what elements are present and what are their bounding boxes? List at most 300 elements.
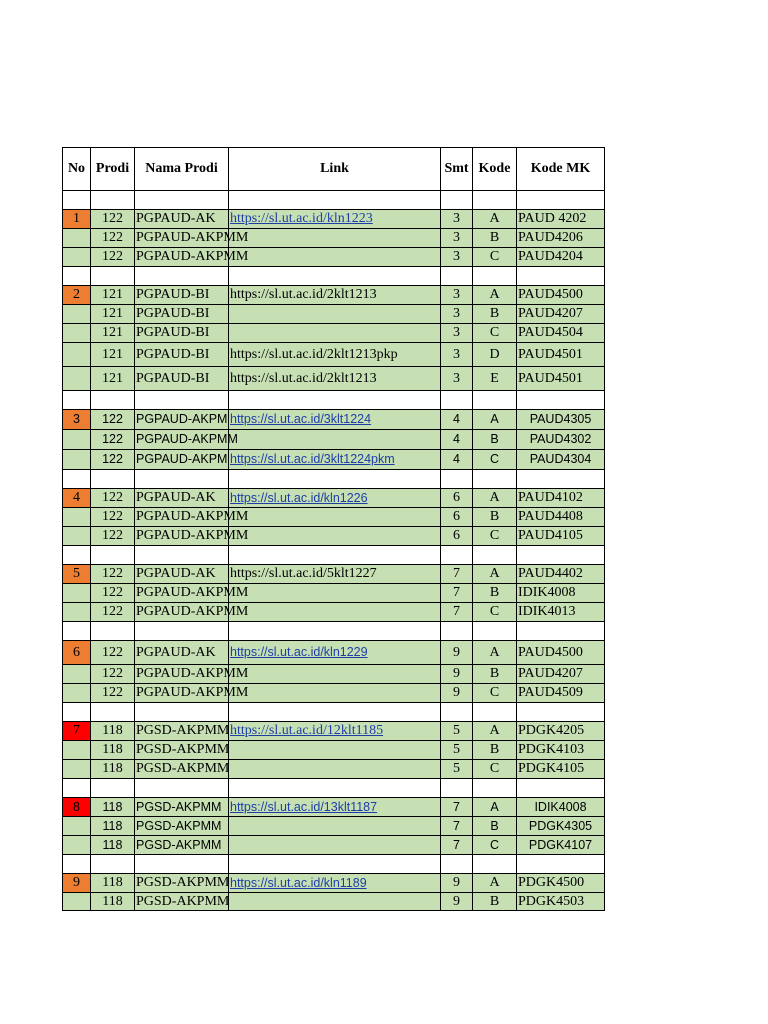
row-number-cell <box>62 247 90 266</box>
link-cell <box>228 429 440 449</box>
smt-cell: 4 <box>440 409 472 429</box>
empty-cell <box>90 778 134 797</box>
nama-prodi-text: PGSD-AKPMM <box>136 819 222 833</box>
nama-prodi-text: PGSD-AKPMM <box>136 761 230 776</box>
spacer-row <box>62 621 605 640</box>
empty-cell <box>62 778 90 797</box>
kode-cell: D <box>472 342 516 366</box>
table-row <box>62 721 605 740</box>
kode-mk-cell: PAUD4501 <box>516 342 605 366</box>
row-number: 9 <box>73 875 80 890</box>
kode-cell: A <box>472 488 516 507</box>
link-cell <box>228 526 440 545</box>
nama-prodi-text: PGPAUD-AKPM <box>136 452 228 466</box>
empty-cell <box>134 390 228 409</box>
empty-cell <box>134 469 228 488</box>
row-number: 8 <box>73 800 80 814</box>
empty-cell <box>90 266 134 285</box>
kode-cell: A <box>472 873 516 892</box>
table-header-row <box>62 147 605 190</box>
empty-cell <box>62 702 90 721</box>
link-cell <box>228 892 440 911</box>
empty-cell <box>90 390 134 409</box>
link-cell <box>228 759 440 778</box>
nama-prodi-cell <box>134 816 228 835</box>
table-row <box>62 664 605 683</box>
table-row <box>62 797 605 816</box>
empty-cell <box>472 702 516 721</box>
kode-cell: B <box>472 892 516 911</box>
row-number-cell <box>62 449 90 469</box>
nama-prodi-cell <box>134 409 228 429</box>
kode-mk-cell: IDIK4008 <box>516 583 605 602</box>
spacer-row <box>62 545 605 564</box>
nama-prodi-text: PGPAUD-AKPMM <box>136 432 238 446</box>
kode-cell: C <box>472 835 516 854</box>
table-row <box>62 583 605 602</box>
table-row <box>62 602 605 621</box>
course-link[interactable]: https://sl.ut.ac.id/2klt1213 <box>230 371 377 386</box>
kode-mk-cell: PAUD4408 <box>516 507 605 526</box>
nama-prodi-text: PGSD-AKPMM <box>136 742 230 757</box>
row-number-cell <box>62 640 90 664</box>
nama-prodi-cell <box>134 285 228 304</box>
nama-prodi-cell <box>134 664 249 683</box>
row-number-cell <box>62 323 90 342</box>
kode-cell: A <box>472 564 516 583</box>
smt-cell: 7 <box>440 835 472 854</box>
nama-prodi-cell <box>134 209 228 228</box>
link-cell <box>228 247 440 266</box>
empty-cell <box>516 469 605 488</box>
spacer-row <box>62 266 605 285</box>
nama-prodi-text: PGPAUD-BI <box>136 325 210 340</box>
row-number-cell <box>62 564 90 583</box>
header-link: Link <box>228 147 440 190</box>
nama-prodi-cell <box>134 429 238 449</box>
nama-prodi-text: PGPAUD-AK <box>136 645 216 660</box>
kode-mk-cell: PAUD4509 <box>516 683 605 702</box>
link-cell[interactable] <box>228 640 440 664</box>
table-row <box>62 366 605 390</box>
prodi-cell: 122 <box>90 583 134 602</box>
smt-cell: 3 <box>440 285 472 304</box>
kode-cell: A <box>472 797 516 816</box>
link-cell[interactable] <box>228 797 440 816</box>
empty-cell <box>440 190 472 209</box>
empty-cell <box>472 778 516 797</box>
prodi-cell: 122 <box>90 640 134 664</box>
nama-prodi-cell <box>134 342 228 366</box>
prodi-cell: 122 <box>90 526 134 545</box>
smt-cell: 5 <box>440 721 472 740</box>
kode-cell: A <box>472 409 516 429</box>
row-number-cell <box>62 602 90 621</box>
empty-cell <box>228 266 440 285</box>
prodi-cell: 118 <box>90 759 134 778</box>
empty-cell <box>440 390 472 409</box>
prodi-cell: 118 <box>90 740 134 759</box>
row-number-cell <box>62 409 90 429</box>
table-row <box>62 323 605 342</box>
row-number-cell <box>62 816 90 835</box>
link-cell[interactable] <box>228 488 440 507</box>
row-number-cell <box>62 797 90 816</box>
smt-cell: 7 <box>440 564 472 583</box>
empty-cell <box>440 702 472 721</box>
nama-prodi-cell <box>134 507 249 526</box>
empty-cell <box>90 854 134 873</box>
empty-cell <box>134 266 228 285</box>
kode-mk-cell: PDGK4107 <box>516 835 605 854</box>
row-number: 3 <box>73 412 80 426</box>
empty-cell <box>440 266 472 285</box>
nama-prodi-text: PGPAUD-AKPMM <box>136 249 249 264</box>
table-row <box>62 816 605 835</box>
table-row <box>62 285 605 304</box>
header-prodi: Prodi <box>90 147 134 190</box>
smt-cell: 3 <box>440 247 472 266</box>
prodi-cell: 122 <box>90 247 134 266</box>
link-cell <box>228 304 440 323</box>
kode-cell: B <box>472 664 516 683</box>
table-row <box>62 429 605 449</box>
row-number-cell <box>62 304 90 323</box>
link-cell[interactable] <box>228 366 440 390</box>
table-row <box>62 526 605 545</box>
empty-cell <box>440 469 472 488</box>
kode-mk-cell: PAUD4207 <box>516 304 605 323</box>
row-number: 6 <box>73 645 80 660</box>
empty-cell <box>228 778 440 797</box>
empty-cell <box>440 854 472 873</box>
smt-cell: 7 <box>440 583 472 602</box>
smt-cell: 6 <box>440 488 472 507</box>
empty-cell <box>440 545 472 564</box>
course-link[interactable]: https://sl.ut.ac.id/kln1229 <box>230 645 368 659</box>
kode-mk-cell: PDGK4105 <box>516 759 605 778</box>
table-row <box>62 507 605 526</box>
empty-cell <box>62 854 90 873</box>
row-number-cell <box>62 583 90 602</box>
empty-cell <box>516 621 605 640</box>
table-row <box>62 640 605 664</box>
nama-prodi-text: PGPAUD-BI <box>136 347 210 362</box>
header-kode: Kode <box>472 147 516 190</box>
empty-cell <box>90 621 134 640</box>
row-number-cell <box>62 721 90 740</box>
empty-cell <box>134 854 228 873</box>
smt-cell: 5 <box>440 759 472 778</box>
row-number-cell <box>62 366 90 390</box>
kode-cell: B <box>472 816 516 835</box>
kode-cell: C <box>472 602 516 621</box>
kode-mk-cell: PAUD4504 <box>516 323 605 342</box>
link-cell <box>228 664 440 683</box>
link-cell[interactable] <box>228 342 440 366</box>
kode-cell: B <box>472 583 516 602</box>
prodi-cell: 118 <box>90 797 134 816</box>
smt-cell: 3 <box>440 342 472 366</box>
nama-prodi-cell <box>134 564 228 583</box>
smt-cell: 9 <box>440 640 472 664</box>
row-number-cell <box>62 664 90 683</box>
row-number: 7 <box>73 723 80 738</box>
empty-cell <box>516 702 605 721</box>
nama-prodi-cell <box>134 797 228 816</box>
kode-mk-cell: PAUD4207 <box>516 664 605 683</box>
course-link[interactable]: https://sl.ut.ac.id/5klt1227 <box>230 566 377 581</box>
empty-cell <box>134 702 228 721</box>
nama-prodi-cell <box>134 740 228 759</box>
empty-cell <box>516 545 605 564</box>
nama-prodi-cell <box>134 602 249 621</box>
prodi-cell: 118 <box>90 892 134 911</box>
kode-cell: C <box>472 683 516 702</box>
link-cell <box>228 583 440 602</box>
nama-prodi-cell <box>134 721 228 740</box>
kode-mk-cell: PAUD4500 <box>516 285 605 304</box>
row-number-cell <box>62 209 90 228</box>
kode-mk-cell: PAUD4302 <box>516 429 605 449</box>
nama-prodi-text: PGPAUD-AKPMM <box>136 528 249 543</box>
nama-prodi-cell <box>134 683 249 702</box>
empty-cell <box>134 190 228 209</box>
row-number: 5 <box>73 566 80 581</box>
nama-prodi-cell <box>134 449 228 469</box>
empty-cell <box>62 621 90 640</box>
empty-cell <box>62 190 90 209</box>
empty-cell <box>90 545 134 564</box>
course-link[interactable]: https://sl.ut.ac.id/12klt1185 <box>230 723 384 738</box>
prodi-cell: 121 <box>90 323 134 342</box>
table-body <box>62 190 605 911</box>
link-cell[interactable] <box>228 564 440 583</box>
empty-cell <box>228 854 440 873</box>
table-row <box>62 228 605 247</box>
table-row <box>62 835 605 854</box>
kode-mk-cell: PAUD4102 <box>516 488 605 507</box>
smt-cell: 9 <box>440 664 472 683</box>
empty-cell <box>472 390 516 409</box>
empty-cell <box>516 854 605 873</box>
empty-cell <box>90 469 134 488</box>
prodi-cell: 118 <box>90 721 134 740</box>
empty-cell <box>228 390 440 409</box>
kode-mk-cell: PAUD 4202 <box>516 209 605 228</box>
link-cell[interactable] <box>228 721 440 740</box>
prodi-cell: 122 <box>90 228 134 247</box>
empty-cell <box>472 190 516 209</box>
nama-prodi-cell <box>134 228 249 247</box>
nama-prodi-text: PGPAUD-AK <box>136 211 216 226</box>
row-number-cell <box>62 835 90 854</box>
course-link[interactable]: https://sl.ut.ac.id/3klt1224pkm <box>230 452 395 466</box>
nama-prodi-text: PGPAUD-AKPM <box>136 412 228 426</box>
nama-prodi-text: PGSD-AKPMM <box>136 723 230 738</box>
kode-cell: A <box>472 721 516 740</box>
course-link[interactable]: https://sl.ut.ac.id/3klt1224 <box>230 412 372 426</box>
empty-cell <box>62 545 90 564</box>
kode-cell: C <box>472 449 516 469</box>
kode-cell: B <box>472 740 516 759</box>
link-cell <box>228 816 440 835</box>
empty-cell <box>472 545 516 564</box>
empty-cell <box>440 778 472 797</box>
prodi-cell: 122 <box>90 488 134 507</box>
kode-cell: C <box>472 759 516 778</box>
row-number-cell <box>62 759 90 778</box>
smt-cell: 3 <box>440 323 472 342</box>
nama-prodi-text: PGPAUD-AKPMM <box>136 230 249 245</box>
empty-cell <box>228 190 440 209</box>
link-cell <box>228 835 440 854</box>
course-link[interactable]: https://sl.ut.ac.id/kln1223 <box>230 211 373 226</box>
nama-prodi-cell <box>134 366 228 390</box>
row-number-cell <box>62 429 90 449</box>
kode-mk-cell: IDIK4013 <box>516 602 605 621</box>
smt-cell: 4 <box>440 429 472 449</box>
header-smt: Smt <box>440 147 472 190</box>
link-cell[interactable] <box>228 209 440 228</box>
header-no: No <box>62 147 90 190</box>
link-cell <box>228 602 440 621</box>
kode-mk-cell: PDGK4503 <box>516 892 605 911</box>
empty-cell <box>472 854 516 873</box>
empty-cell <box>228 702 440 721</box>
smt-cell: 7 <box>440 797 472 816</box>
nama-prodi-cell <box>134 759 228 778</box>
kode-mk-cell: PAUD4402 <box>516 564 605 583</box>
nama-prodi-text: PGSD-AKPMM <box>136 875 230 890</box>
smt-cell: 5 <box>440 740 472 759</box>
link-cell <box>228 228 440 247</box>
nama-prodi-text: PGPAUD-AKPMM <box>136 666 249 681</box>
prodi-cell: 122 <box>90 683 134 702</box>
spacer-row <box>62 702 605 721</box>
table-row <box>62 488 605 507</box>
nama-prodi-cell <box>134 304 228 323</box>
empty-cell <box>90 702 134 721</box>
kode-mk-cell: PAUD4304 <box>516 449 605 469</box>
row-number-cell <box>62 285 90 304</box>
nama-prodi-text: PGPAUD-BI <box>136 306 210 321</box>
smt-cell: 4 <box>440 449 472 469</box>
table-row <box>62 409 605 429</box>
kode-mk-cell: PAUD4204 <box>516 247 605 266</box>
kode-mk-cell: PAUD4105 <box>516 526 605 545</box>
spacer-row <box>62 469 605 488</box>
row-number-cell <box>62 873 90 892</box>
nama-prodi-text: PGSD-AKPMM <box>136 800 222 814</box>
nama-prodi-cell <box>134 488 228 507</box>
kode-mk-cell: PDGK4205 <box>516 721 605 740</box>
kode-cell: B <box>472 304 516 323</box>
row-number-cell <box>62 488 90 507</box>
smt-cell: 3 <box>440 209 472 228</box>
kode-mk-cell: PAUD4206 <box>516 228 605 247</box>
course-link[interactable]: https://sl.ut.ac.id/2klt1213pkp <box>230 347 398 362</box>
smt-cell: 7 <box>440 816 472 835</box>
smt-cell: 3 <box>440 228 472 247</box>
nama-prodi-text: PGPAUD-BI <box>136 371 210 386</box>
kode-cell: B <box>472 228 516 247</box>
data-table <box>62 147 605 911</box>
empty-cell <box>134 545 228 564</box>
table-row <box>62 209 605 228</box>
table-row <box>62 759 605 778</box>
kode-mk-cell: PAUD4305 <box>516 409 605 429</box>
smt-cell: 3 <box>440 304 472 323</box>
link-cell <box>228 740 440 759</box>
row-number-cell <box>62 740 90 759</box>
empty-cell <box>90 190 134 209</box>
link-cell[interactable] <box>228 285 440 304</box>
table-row <box>62 304 605 323</box>
spacer-row <box>62 854 605 873</box>
prodi-cell: 118 <box>90 835 134 854</box>
row-number: 4 <box>73 490 80 505</box>
link-cell[interactable] <box>228 873 440 892</box>
kode-mk-cell: IDIK4008 <box>516 797 605 816</box>
smt-cell: 6 <box>440 526 472 545</box>
nama-prodi-cell <box>134 583 249 602</box>
nama-prodi-cell <box>134 835 228 854</box>
link-cell <box>228 683 440 702</box>
nama-prodi-cell <box>134 640 228 664</box>
nama-prodi-text: PGPAUD-AKPMM <box>136 585 249 600</box>
kode-cell: C <box>472 323 516 342</box>
link-cell[interactable] <box>228 449 440 469</box>
row-number: 2 <box>73 287 80 302</box>
empty-cell <box>516 190 605 209</box>
empty-cell <box>516 266 605 285</box>
nama-prodi-text: PGSD-AKPMM <box>136 894 230 909</box>
nama-prodi-text: PGPAUD-AKPMM <box>136 509 249 524</box>
row-number-cell <box>62 526 90 545</box>
empty-cell <box>134 778 228 797</box>
row-number-cell <box>62 507 90 526</box>
table-row <box>62 247 605 266</box>
prodi-cell: 121 <box>90 304 134 323</box>
empty-cell <box>228 545 440 564</box>
kode-mk-cell: PDGK4103 <box>516 740 605 759</box>
course-link[interactable]: https://sl.ut.ac.id/2klt1213 <box>230 287 377 302</box>
empty-cell <box>472 621 516 640</box>
row-number-cell <box>62 892 90 911</box>
nama-prodi-cell <box>134 526 249 545</box>
kode-mk-cell: PDGK4500 <box>516 873 605 892</box>
link-cell[interactable] <box>228 409 440 429</box>
kode-mk-cell: PAUD4501 <box>516 366 605 390</box>
kode-cell: A <box>472 209 516 228</box>
prodi-cell: 122 <box>90 449 134 469</box>
course-link[interactable]: https://sl.ut.ac.id/kln1226 <box>230 491 368 505</box>
kode-mk-cell: PDGK4305 <box>516 816 605 835</box>
smt-cell: 9 <box>440 892 472 911</box>
kode-cell: B <box>472 507 516 526</box>
prodi-cell: 122 <box>90 564 134 583</box>
empty-cell <box>472 469 516 488</box>
nama-prodi-text: PGPAUD-AK <box>136 490 216 505</box>
empty-cell <box>516 390 605 409</box>
course-link[interactable]: https://sl.ut.ac.id/13klt1187 <box>230 800 378 814</box>
nama-prodi-cell <box>134 892 228 911</box>
empty-cell <box>228 469 440 488</box>
course-link[interactable]: https://sl.ut.ac.id/kln1189 <box>230 876 367 890</box>
prodi-cell: 122 <box>90 209 134 228</box>
empty-cell <box>62 390 90 409</box>
